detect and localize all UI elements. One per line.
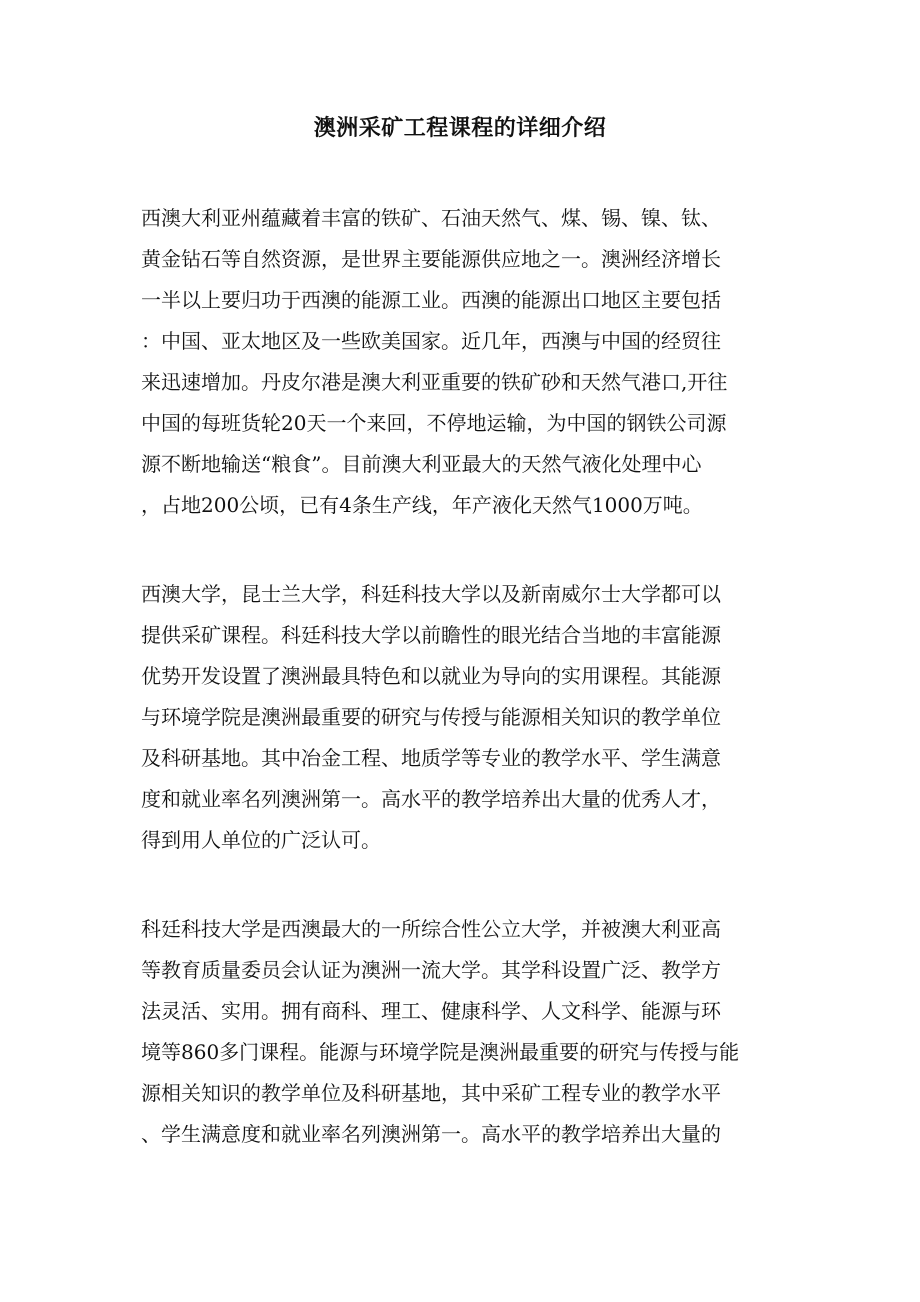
- text-line: 源相关知识的教学单位及科研基地，其中采矿工程专业的教学水平: [141, 1081, 721, 1105]
- text-line: 得到用人单位的广泛认可。: [141, 828, 381, 852]
- text-line: 中国的每班货轮20天一个来回，不停地运输，为中国的钢铁公司源: [141, 411, 727, 435]
- text-line: 科廷科技大学是西澳最大的一所综合性公立大学，并被澳大利亚高: [141, 917, 721, 941]
- text-line: 一半以上要归功于西澳的能源工业。西澳的能源出口地区主要包括: [141, 288, 721, 312]
- paragraph-2: [141, 574, 781, 861]
- text-line: 提供采矿课程。科廷科技大学以前瞻性的眼光结合当地的丰富能源: [141, 623, 721, 647]
- paragraph-3: [141, 909, 781, 1155]
- paragraph-1: [141, 198, 781, 526]
- text-line: 黄金钻石等自然资源，是世界主要能源供应地之一。澳洲经济增长: [141, 247, 721, 271]
- text-line: 度和就业率名列澳洲第一。高水平的教学培养出大量的优秀人才，: [141, 787, 721, 811]
- text-line: 及科研基地。其中冶金工程、地质学等专业的教学水平、学生满意: [141, 746, 721, 770]
- text-line: 与环境学院是澳洲最重要的研究与传授与能源相关知识的教学单位: [141, 705, 721, 729]
- text-line: 、学生满意度和就业率名列澳洲第一。高水平的教学培养出大量的: [141, 1122, 721, 1146]
- text-line: 来迅速增加。丹皮尔港是澳大利亚重要的铁矿砂和天然气港口,开往: [141, 370, 728, 394]
- text-line: 西澳大利亚州蕴藏着丰富的铁矿、石油天然气、煤、锡、镍、钛、: [141, 206, 721, 230]
- text-line: 优势开发设置了澳洲最具特色和以就业为导向的实用课程。其能源: [141, 664, 721, 688]
- text-line: 西澳大学，昆士兰大学，科廷科技大学以及新南威尔士大学都可以: [141, 582, 721, 606]
- text-line: 等教育质量委员会认证为澳洲一流大学。其学科设置广泛、教学方: [141, 958, 721, 982]
- text-line: ：中国、亚太地区及一些欧美国家。近几年，西澳与中国的经贸往: [141, 329, 721, 353]
- page-title: 澳洲采矿工程课程的详细介绍: [313, 115, 607, 141]
- text-line: 法灵活、实用。拥有商科、理工、健康科学、人文科学、能源与环: [141, 999, 721, 1023]
- text-line: 境等860多门课程。能源与环境学院是澳洲最重要的研究与传授与能: [141, 1040, 740, 1064]
- text-line: ，占地200公顷，已有4条生产线，年产液化天然气1000万吨。: [141, 493, 703, 517]
- text-line: 源不断地输送“粮食”。目前澳大利亚最大的天然气液化处理中心: [141, 452, 702, 476]
